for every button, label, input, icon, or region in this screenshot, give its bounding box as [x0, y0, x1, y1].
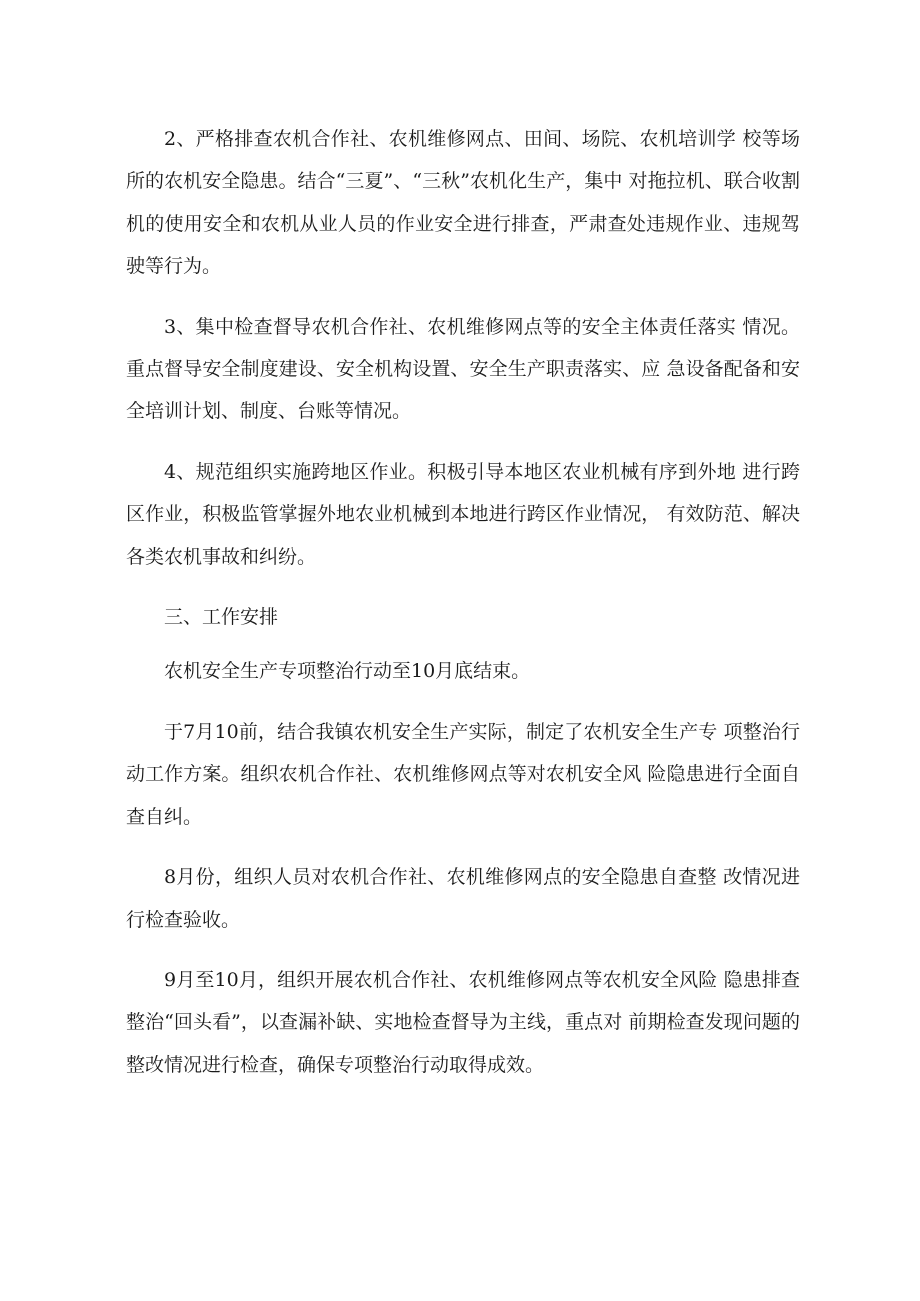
paragraph-inspection-hazards: 2、严格排查农机合作社、农机维修网点、田间、场院、农机培训学 校等场所的农机安全隐患。结合“三夏”、“三秋”农机化生产，集中 对拖拉机、联合收割机的使用安全和农机从业人员的作业安全进行排查，严肃查处违规作业、违规驾驶等行为。	[126, 128, 800, 278]
document-body	[126, 118, 800, 1104]
paragraph-campaign-end: 农机安全生产专项整治行动至10月底结束。	[164, 660, 531, 683]
section-heading-work-arrangement: 三、工作安排	[164, 606, 279, 629]
paragraph-supervision-responsibility: 3、集中检查督导农机合作社、农机维修网点等的安全主体责任落实 情况。重点督导安全制度建设、安全机构设置、安全生产职责落实、应 急设备配备和安全培训计划、制度、台账等情况。	[126, 315, 800, 423]
paragraph-cross-region-operation: 4、规范组织实施跨地区作业。积极引导本地区农业机械有序到外地 进行跨区作业，积极监管掌握外地农业机械到本地进行跨区作业情况， 有效防范、解决各类农机事故和纠纷。	[126, 460, 800, 568]
paragraph-september-october-review: 9月至10月，组织开展农机合作社、农机维修网点等农机安全风险 隐患排查整治“回头看”，以查漏补缺、实地检查督导为主线，重点对 前期检查发现问题的整改情况进行检查，确保专项整治行动取得成效。	[126, 968, 800, 1076]
paragraph-august-acceptance: 8月份，组织人员对农机合作社、农机维修网点的安全隐患自查整 改情况进行检查验收。	[126, 866, 800, 931]
paragraph-july-plan: 于7月10前，结合我镇农机安全生产实际，制定了农机安全生产专 项整治行动工作方案。组织农机合作社、农机维修网点等对农机安全风 险隐患进行全面自查自纠。	[126, 720, 800, 828]
